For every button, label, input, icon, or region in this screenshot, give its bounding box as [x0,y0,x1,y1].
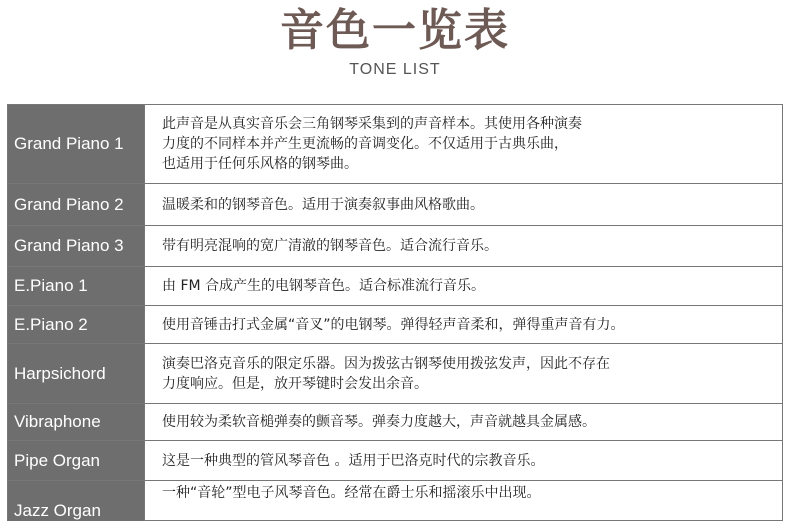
tone-description [145,267,782,305]
tone-name: Grand Piano 3 [8,226,145,266]
tone-description-line: 力度的不同样本并产生更流畅的音调变化。不仅适用于古典乐曲， [162,136,568,152]
tone-description [145,441,782,480]
tone-row [7,267,783,306]
tone-description-line: 演奏巴洛克音乐的限定乐器。因为拨弦古钢琴使用拨弦发声，因此不存在 [162,355,610,372]
tone-row [7,441,783,481]
tone-name: Grand Piano 1 [8,105,145,183]
tone-description [145,344,782,403]
tone-description [145,306,782,343]
tone-name: Pipe Organ [8,441,145,480]
tone-description [145,404,782,440]
tone-row [7,404,783,441]
tone-name: Vibraphone [8,404,145,440]
tone-description [145,184,782,225]
tone-row [7,306,783,344]
tone-row [7,481,783,521]
tone-row [7,184,783,226]
tone-name: Jazz Organ [8,481,145,521]
tone-description-line: 使用音锤击打式金属“音叉”的电钢琴。弹得轻声音柔和，弹得重声音有力。 [162,316,625,333]
tone-description-line: 也适用于任何乐风格的钢琴曲。 [162,156,358,172]
tone-description-line: 此声音是从真实音乐会三角钢琴采集到的声音样本。其使用各种演奏 [162,116,582,132]
tone-description [145,105,782,183]
tone-name: Grand Piano 2 [8,184,145,225]
tone-description-line: 温暖柔和的钢琴音色。适用于演奏叙事曲风格歌曲。 [162,196,484,213]
tone-description-line: 力度响应。但是，放开琴键时会发出余音。 [162,375,428,392]
tone-row [7,226,783,267]
page-subtitle: TONE LIST [349,61,441,78]
tone-description-line: 带有明亮混响的宽广清澈的钢琴音色。适合流行音乐。 [162,238,498,254]
tone-table [7,104,783,521]
tone-name: E.Piano 1 [8,267,145,305]
tone-description-line: 这是一种典型的管风琴音色 。适用于巴洛克时代的宗教音乐。 [162,452,545,469]
tone-row [7,344,783,404]
tone-name: Harpsichord [8,344,145,403]
tone-description [145,481,782,503]
tone-description-line: 一种“音轮”型电子风琴音色。经常在爵士乐和摇滚乐中出现。 [162,485,541,501]
tone-name: E.Piano 2 [8,306,145,343]
tone-row [7,105,783,184]
page-title: 音色一览表 [280,5,510,56]
tone-description [145,226,782,266]
tone-description-line: 由 FM 合成产生的电钢琴音色。适合标准流行音乐。 [162,278,486,294]
tone-description-line: 使用较为柔软音槌弹奏的颤音琴。弹奏力度越大，声音就越具金属感。 [162,414,596,430]
